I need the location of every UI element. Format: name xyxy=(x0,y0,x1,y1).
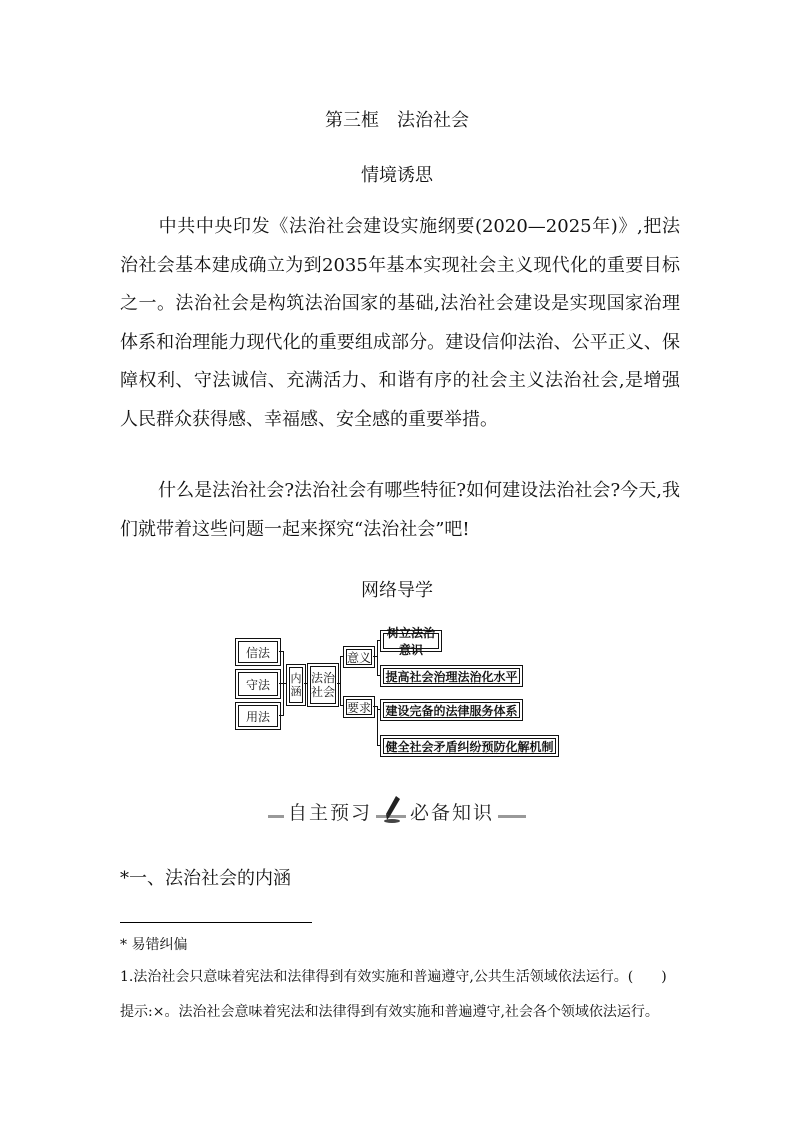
footnote-rule xyxy=(120,922,312,923)
pen-icon xyxy=(380,794,404,824)
intro-paragraph-text: 中共中央印发《法治社会建设实施纲要(2020—2025年)》,把法治社会基本建成确立为到2035年基本实现社会主义现代化的重要目标之一。法治社会是构筑法治国家的基础,法治社会建设是实现国家治理体系和治理能力现代化的重要组成部分。建设信仰法治、公平正义、保障权利、守法诚信、充满活力、和谐有序的社会主义法治社会,是增强人民群众获得感、幸福感、安全感的重要举措。 xyxy=(120,216,680,430)
diagram-box-shoufa: 守法 xyxy=(235,669,281,699)
banner-right-text: 必备知识 xyxy=(410,802,495,824)
diagram-box-meaning: 意义 xyxy=(343,646,375,668)
diagram-box-right-1: 树立法治意识 xyxy=(380,630,442,652)
diagram-box-right-3: 建设完备的法律服务体系 xyxy=(380,699,523,721)
section-title-intro: 情境诱思 xyxy=(361,165,433,186)
footnote-hint: 提示:×。法治社会意味着宪法和法律得到有效实施和普遍遵守,社会各个领域依法运行。 xyxy=(120,1004,659,1020)
network-title: 网络导学 xyxy=(361,580,433,601)
diagram-box-center: 法治社会 xyxy=(307,663,339,707)
intro-paragraph xyxy=(120,208,680,439)
diagram-box-xinfa: 信法 xyxy=(235,638,281,666)
diagram-box-requirement: 要求 xyxy=(343,696,375,718)
footnote-label: * 易错纠偏 xyxy=(120,937,188,953)
banner-left-text: 自主预习 xyxy=(288,802,373,824)
diagram-box-yongfa: 用法 xyxy=(235,702,281,730)
question-paragraph-text: 什么是法治社会?法治社会有哪些特征?如何建设法治社会?今天,我们就带着这些问题一起来探究“法治社会”吧! xyxy=(120,480,680,540)
diagram-box-right-2: 提高社会治理法治化水平 xyxy=(380,665,523,687)
footnote-question: 1.法治社会只意味着宪法和法律得到有效实施和普遍遵守,公共生活领域依法运行。( ) xyxy=(120,969,667,985)
page-title: 第三框 法治社会 xyxy=(325,110,469,131)
question-paragraph xyxy=(120,472,680,549)
section-heading: *一、法治社会的内涵 xyxy=(120,868,291,889)
diagram-box-connotation: 内涵 xyxy=(286,664,306,706)
diagram-box-right-4: 健全社会矛盾纠纷预防化解机制 xyxy=(380,735,559,757)
preview-banner xyxy=(268,798,526,824)
